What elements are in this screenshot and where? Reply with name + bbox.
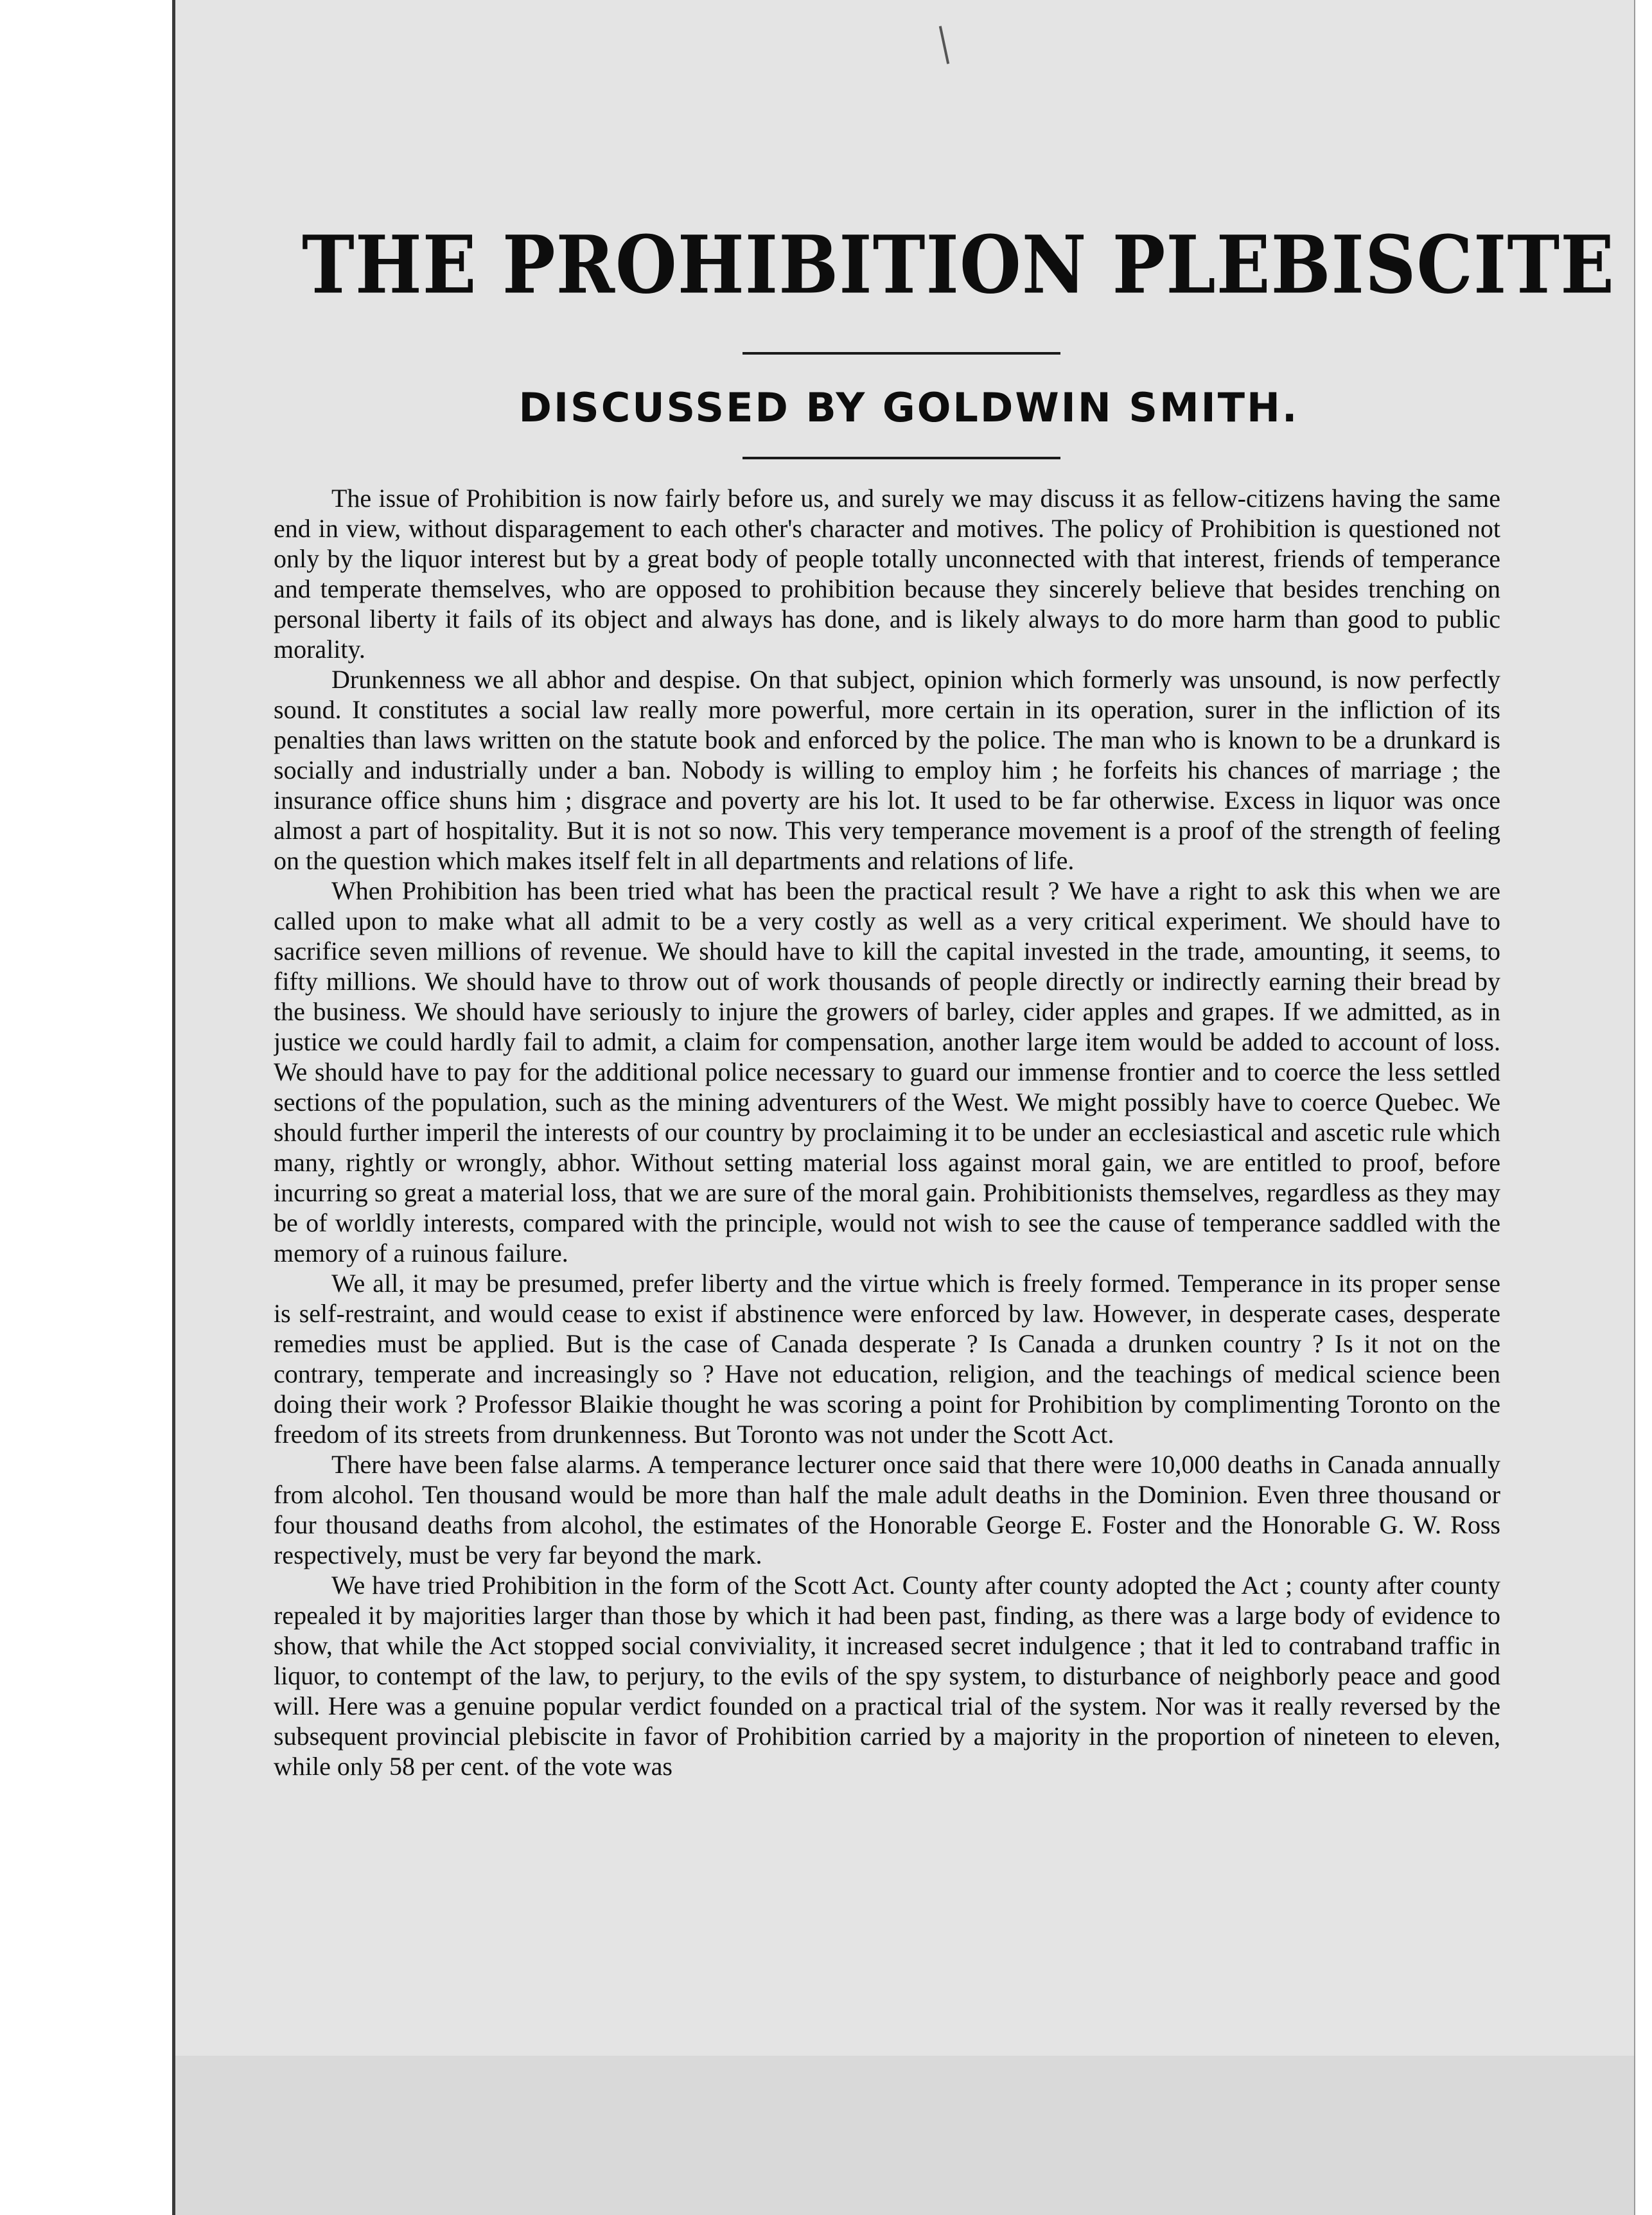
paragraph: When Prohibition has been tried what has been the practical result ? We have a right to ask this when we are called upon to make what all admit to be a very costly as well as a very critical experiment. We should have to sacrifice seven millions of revenue. We should have to kill the capital invested in the trade, amounting, it seems, to fifty millions. We should have to throw out of work thousands of people directly or indirectly earning their bread by the business. We should have seriously to injure the growers of barley, cider apples and grapes. If we admitted, as in justice we could hardly fail to admit, a claim for compensation, another large item would be added to account of loss. We should have to pay for the additional police necessary to guard our immense frontier and to coerce the less settled sections of the population, such as the mining adventurers of the West. We might possibly have to coerce Quebec. We should further imperil the interests of our country by proclaiming it to be under an ecclesiastical and ascetic rule which many, rightly or wrongly, abhor. Without setting material loss against moral gain, we are entitled to proof, before incurring so great a material loss, that we are sure of the moral gain. Prohibitionists themselves, regardless as they may be of worldly interests, compared with the principle, would not wish to see the cause of temperance saddled with the memory of a ruinous failure.: [274, 876, 1500, 1267]
page-bottom-shade: [175, 2056, 1634, 2215]
paragraph: We all, it may be presumed, prefer liberty and the virtue which is freely formed. Temperance in its proper sense is self-restraint, and would cease to exist if abstinence were enforced by law. However, in desperate cases, desperate remedies must be applied. But is the case of Canada desperate ? Is Canada a drunken country ? Is it not on the contrary, temperate and increasingly so ? Have not education, religion, and the teachings of medical science been doing their work ? Professor Blaikie thought he was scoring a point for Prohibition by complimenting Toronto on the freedom of its streets from drunkenness. But Toronto was not under the Scott Act.: [274, 1269, 1500, 1449]
paragraph: There have been false alarms. A temperance lecturer once said that there were 10,000 deaths in Canada annually from alcohol. Ten thousand would be more than half the male adult deaths in the Dominion. Even three thousand or four thousand deaths from alcohol, the estimates of the Honorable George E. Foster and the Honorable G. W. Ross respectively, must be very far beyond the mark.: [274, 1450, 1500, 1569]
article-body: [274, 483, 1500, 2025]
paragraph: The issue of Prohibition is now fairly before us, and surely we may discuss it as fellow-citizens having the same end in view, without disparagement to each other's character and motives. The policy of Prohibition is questioned not only by the liquor interest but by a great body of people totally unconnected with that interest, friends of temperance and temperate themselves, who are opposed to prohibition because they sincerely believe that besides trenching on personal liberty it fails of its object and always has done, and is likely always to do more harm than good to public morality.: [274, 484, 1500, 664]
document-title: THE PROHIBITION PLEBISCITE: [302, 218, 1615, 312]
document-subtitle: DISCUSSED BY GOLDWIN SMITH.: [518, 384, 1299, 431]
subtitle-divider: [743, 457, 1060, 459]
page-edge-right: [1634, 0, 1652, 2215]
title-divider: [743, 352, 1060, 355]
paragraph: Drunkenness we all abhor and despise. On that subject, opinion which formerly was unsound, is now perfectly sound. It constitutes a social law really more powerful, more certain in its operation, surer in the infliction of its penalties than laws written on the statute book and enforced by the police. The man who is known to be a drunkard is socially and industrially under a ban. Nobody is willing to employ him ; he forfeits his chances of marriage ; the insurance office shuns him ; disgrace and poverty are his lot. It used to be far otherwise. Excess in liquor was once almost a part of hospitality. But it is not so now. This very temperance movement is a proof of the strength of feeling on the question which makes itself felt in all departments and relations of life.: [274, 665, 1500, 875]
scan-margin-left: [0, 0, 172, 2215]
paragraph: We have tried Prohibition in the form of the Scott Act. County after county adopted the Act ; county after county repealed it by majorities larger than those by which it had been past, finding, as there was a large body of evidence to show, that while the Act stopped social conviviality, it increased secret indulgence ; that it led to contraband traffic in liquor, to contempt of the law, to perjury, to the evils of the spy system, to disturbance of neighborly peace and good will. Here was a genuine popular verdict founded on a practical trial of the system. Nor was it really reversed by the subsequent provincial plebiscite in favor of Prohibition carried by a majority in the proportion of nineteen to eleven, while only 58 per cent. of the vote was: [274, 1571, 1500, 1781]
